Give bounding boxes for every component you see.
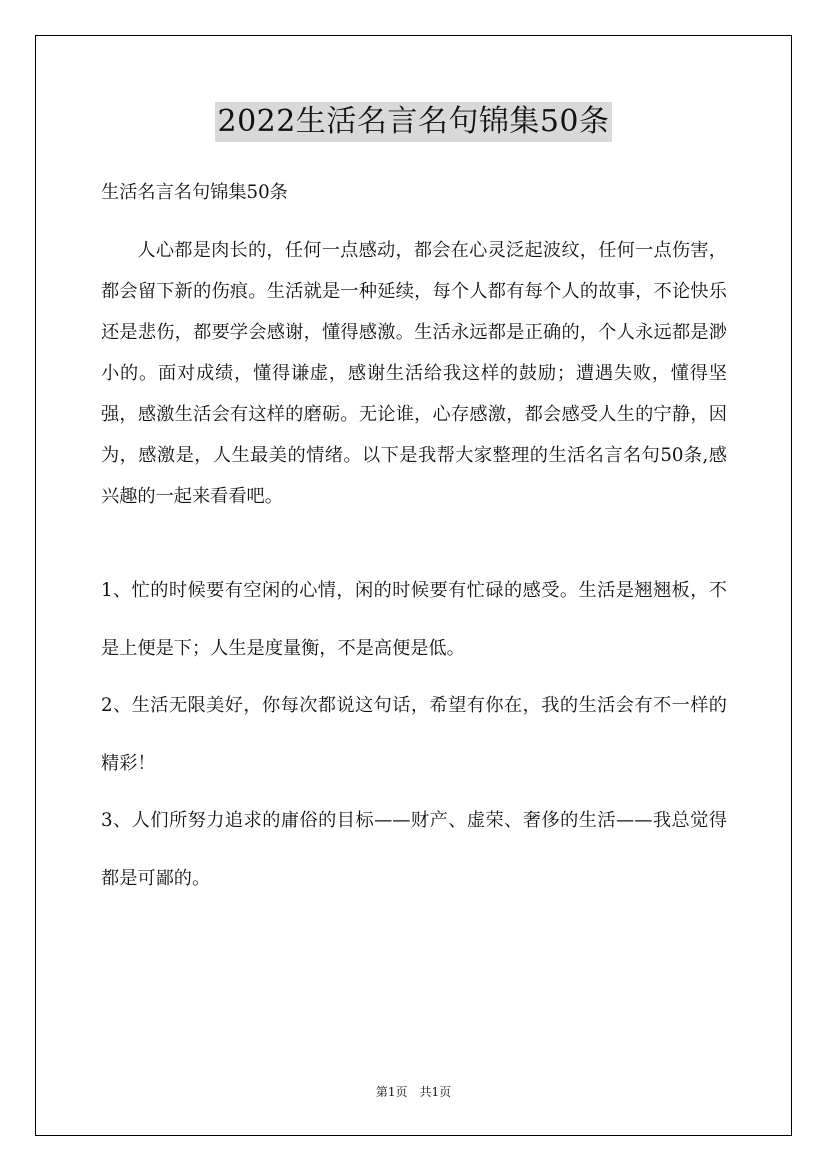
quote-item: 3、人们所努力追求的庸俗的目标——财产、虚荣、奢侈的生活——我总觉得都是可鄙的。	[101, 810, 727, 889]
document-title: 2022生活名言名句锦集50条	[215, 102, 611, 142]
page-number-footer: 第1页 共1页	[375, 1085, 452, 1099]
intro-paragraph: 人心都是肉长的，任何一点感动，都会在心灵泛起波纹，任何一点伤害，都会留下新的伤痕。生活就是一种延续，每个人都有每个人的故事，不论快乐还是悲伤，都要学会感谢，懂得感激。生活永远都是正确的，个人永远都是渺小的。面对成绩，懂得谦虚，感谢生活给我这样的鼓励；遭遇失败，懂得坚强，感激生活会有这样的磨砺。无论谁，心存感激，都会感受人生的宁静，因为，感激是，人生最美的情绪。以下是我帮大家整理的生活名言名句50条,感兴趣的一起来看看吧。	[101, 240, 727, 507]
quote-list	[101, 562, 727, 907]
quote-item: 1、忙的时候要有空闲的心情，闲的时候要有忙碌的感受。生活是翘翘板，不是上便是下；人生是度量衡，不是高便是低。	[101, 580, 727, 659]
document-subtitle: 生活名言名句锦集50条	[101, 182, 288, 203]
title-container	[0, 102, 827, 142]
document-body	[101, 174, 727, 907]
quote-item: 2、生活无限美好，你每次都说这句话，希望有你在，我的生活会有不一样的精彩！	[101, 695, 727, 774]
